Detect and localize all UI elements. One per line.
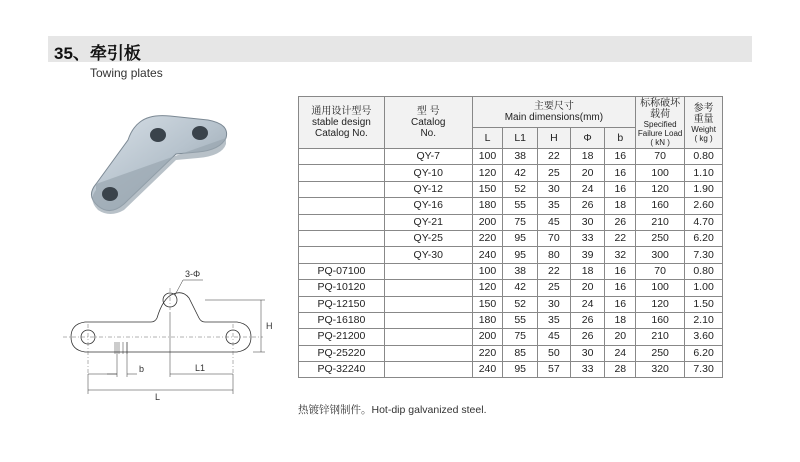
table-cell-weight: 1.90 [685,181,723,197]
table-cell-design: PQ-32240 [299,362,385,378]
table-cell-weight: 1.10 [685,165,723,181]
table-cell-weight: 3.60 [685,329,723,345]
drawing-h-label: H [266,321,273,331]
specification-table [298,96,723,378]
table-cell-load: 70 [636,149,685,165]
table-cell-catalog [384,263,472,279]
footnote: 热镀锌钢制件。Hot-dip galvanized steel. [298,404,487,416]
table-cell-l: 150 [472,296,503,312]
table-row [299,165,723,181]
table-cell-h: 45 [538,214,571,230]
table-cell-l1: 55 [503,312,538,328]
table-cell-catalog [384,312,472,328]
towing-plate-drawing [55,262,285,402]
table-cell-l1: 95 [503,230,538,246]
table-cell-h: 80 [538,247,571,263]
table-cell-weight: 4.70 [685,214,723,230]
table-row [299,296,723,312]
table-cell-l: 120 [472,280,503,296]
table-cell-catalog [384,280,472,296]
table-cell-b: 28 [605,362,636,378]
table-cell-design: PQ-16180 [299,312,385,328]
table-cell-weight: 7.30 [685,362,723,378]
table-cell-phi: 26 [570,312,605,328]
table-cell-b: 26 [605,214,636,230]
drawing-holes-label: 3-Φ [185,269,201,279]
header-b: b [605,128,636,149]
header-main-dimensions: 主要尺寸 Main dimensions(mm) [472,97,635,128]
table-cell-b: 22 [605,230,636,246]
table-cell-design: PQ-12150 [299,296,385,312]
table-cell-l: 120 [472,165,503,181]
header-design-no: 通用设计型号 stable design Catalog No. [299,97,385,149]
table-cell-l: 180 [472,198,503,214]
table-cell-weight: 1.50 [685,296,723,312]
table-cell-b: 18 [605,312,636,328]
table-row [299,149,723,165]
table-cell-load: 70 [636,263,685,279]
table-cell-load: 300 [636,247,685,263]
table-cell-catalog [384,345,472,361]
table-cell-catalog: QY-21 [384,214,472,230]
drawing-l-label: L [155,392,161,402]
table-cell-h: 57 [538,362,571,378]
table-cell-weight: 6.20 [685,345,723,361]
table-cell-catalog: QY-25 [384,230,472,246]
table-cell-load: 100 [636,165,685,181]
table-cell-phi: 24 [570,181,605,197]
table-cell-l1: 75 [503,329,538,345]
table-cell-phi: 30 [570,214,605,230]
table-cell-load: 210 [636,329,685,345]
table-row [299,280,723,296]
table-cell-l1: 55 [503,198,538,214]
table-cell-l1: 38 [503,263,538,279]
table-cell-phi: 18 [570,263,605,279]
table-cell-load: 250 [636,345,685,361]
table-cell-l: 220 [472,230,503,246]
table-cell-h: 50 [538,345,571,361]
header-l: L [472,128,503,149]
specification-table-body [299,149,723,378]
table-row [299,362,723,378]
table-cell-l: 220 [472,345,503,361]
table-cell-b: 16 [605,165,636,181]
table-cell-phi: 24 [570,296,605,312]
table-cell-load: 100 [636,280,685,296]
table-cell-weight: 6.20 [685,230,723,246]
table-row [299,198,723,214]
table-cell-h: 35 [538,312,571,328]
table-cell-catalog: QY-12 [384,181,472,197]
table-cell-l: 150 [472,181,503,197]
table-cell-phi: 20 [570,280,605,296]
table-cell-h: 22 [538,263,571,279]
table-cell-design [299,247,385,263]
header-catalog-no: 型 号 Catalog No. [384,97,472,149]
table-cell-l: 100 [472,263,503,279]
table-cell-h: 35 [538,198,571,214]
table-cell-load: 320 [636,362,685,378]
table-cell-phi: 26 [570,198,605,214]
table-cell-design: PQ-07100 [299,263,385,279]
table-cell-weight: 1.00 [685,280,723,296]
table-row [299,214,723,230]
table-cell-design [299,198,385,214]
table-cell-h: 22 [538,149,571,165]
table-cell-h: 70 [538,230,571,246]
table-cell-phi: 20 [570,165,605,181]
table-cell-catalog: QY-7 [384,149,472,165]
table-cell-h: 25 [538,165,571,181]
table-cell-l1: 38 [503,149,538,165]
table-cell-load: 120 [636,296,685,312]
table-cell-design [299,230,385,246]
drawing-l1-label: L1 [195,363,206,373]
table-cell-load: 120 [636,181,685,197]
table-cell-l: 200 [472,214,503,230]
table-row [299,181,723,197]
table-cell-design: PQ-10120 [299,280,385,296]
table-cell-l1: 95 [503,247,538,263]
table-row [299,247,723,263]
table-cell-design [299,165,385,181]
table-cell-phi: 30 [570,345,605,361]
towing-plate-photo [80,100,250,220]
table-cell-l1: 95 [503,362,538,378]
table-cell-l1: 52 [503,296,538,312]
table-cell-h: 30 [538,296,571,312]
section-title: 35、牵引板 [54,44,141,63]
table-row [299,263,723,279]
table-cell-b: 16 [605,149,636,165]
table-cell-weight: 0.80 [685,263,723,279]
table-cell-phi: 33 [570,230,605,246]
table-cell-weight: 2.60 [685,198,723,214]
table-cell-phi: 26 [570,329,605,345]
table-row [299,312,723,328]
table-cell-phi: 39 [570,247,605,263]
section-subtitle: Towing plates [90,66,163,80]
table-cell-design [299,181,385,197]
table-cell-b: 16 [605,280,636,296]
header-h: H [538,128,571,149]
table-cell-l: 240 [472,247,503,263]
table-row [299,329,723,345]
table-cell-l1: 42 [503,280,538,296]
drawing-b-label: b [139,364,145,374]
table-cell-l1: 42 [503,165,538,181]
table-cell-b: 20 [605,329,636,345]
table-cell-weight: 7.30 [685,247,723,263]
table-cell-load: 160 [636,198,685,214]
table-cell-phi: 33 [570,362,605,378]
table-cell-h: 45 [538,329,571,345]
table-cell-catalog [384,362,472,378]
table-row [299,230,723,246]
table-cell-b: 32 [605,247,636,263]
table-cell-l1: 52 [503,181,538,197]
table-cell-l1: 75 [503,214,538,230]
table-cell-design: PQ-21200 [299,329,385,345]
table-cell-l: 240 [472,362,503,378]
section-title-bar [48,36,752,62]
table-cell-b: 18 [605,198,636,214]
table-cell-catalog: QY-30 [384,247,472,263]
table-cell-catalog: QY-10 [384,165,472,181]
table-cell-l: 100 [472,149,503,165]
table-cell-b: 24 [605,345,636,361]
table-row [299,345,723,361]
table-cell-b: 16 [605,181,636,197]
table-cell-l: 200 [472,329,503,345]
table-cell-load: 210 [636,214,685,230]
table-cell-design [299,149,385,165]
table-cell-l1: 85 [503,345,538,361]
header-failure-load: 标称破坏 载荷 Specified Failure Load ( kN ) [636,97,685,149]
header-l1: L1 [503,128,538,149]
table-cell-design [299,214,385,230]
table-cell-load: 250 [636,230,685,246]
table-cell-weight: 0.80 [685,149,723,165]
table-cell-b: 16 [605,263,636,279]
table-cell-l: 180 [472,312,503,328]
table-cell-b: 16 [605,296,636,312]
table-cell-h: 25 [538,280,571,296]
table-cell-design: PQ-25220 [299,345,385,361]
table-cell-catalog [384,296,472,312]
table-cell-load: 160 [636,312,685,328]
header-phi: Φ [570,128,605,149]
table-cell-phi: 18 [570,149,605,165]
table-cell-catalog: QY-16 [384,198,472,214]
table-cell-h: 30 [538,181,571,197]
table-cell-catalog [384,329,472,345]
header-weight: 参考 重量 Weight ( kg ) [685,97,723,149]
table-cell-weight: 2.10 [685,312,723,328]
